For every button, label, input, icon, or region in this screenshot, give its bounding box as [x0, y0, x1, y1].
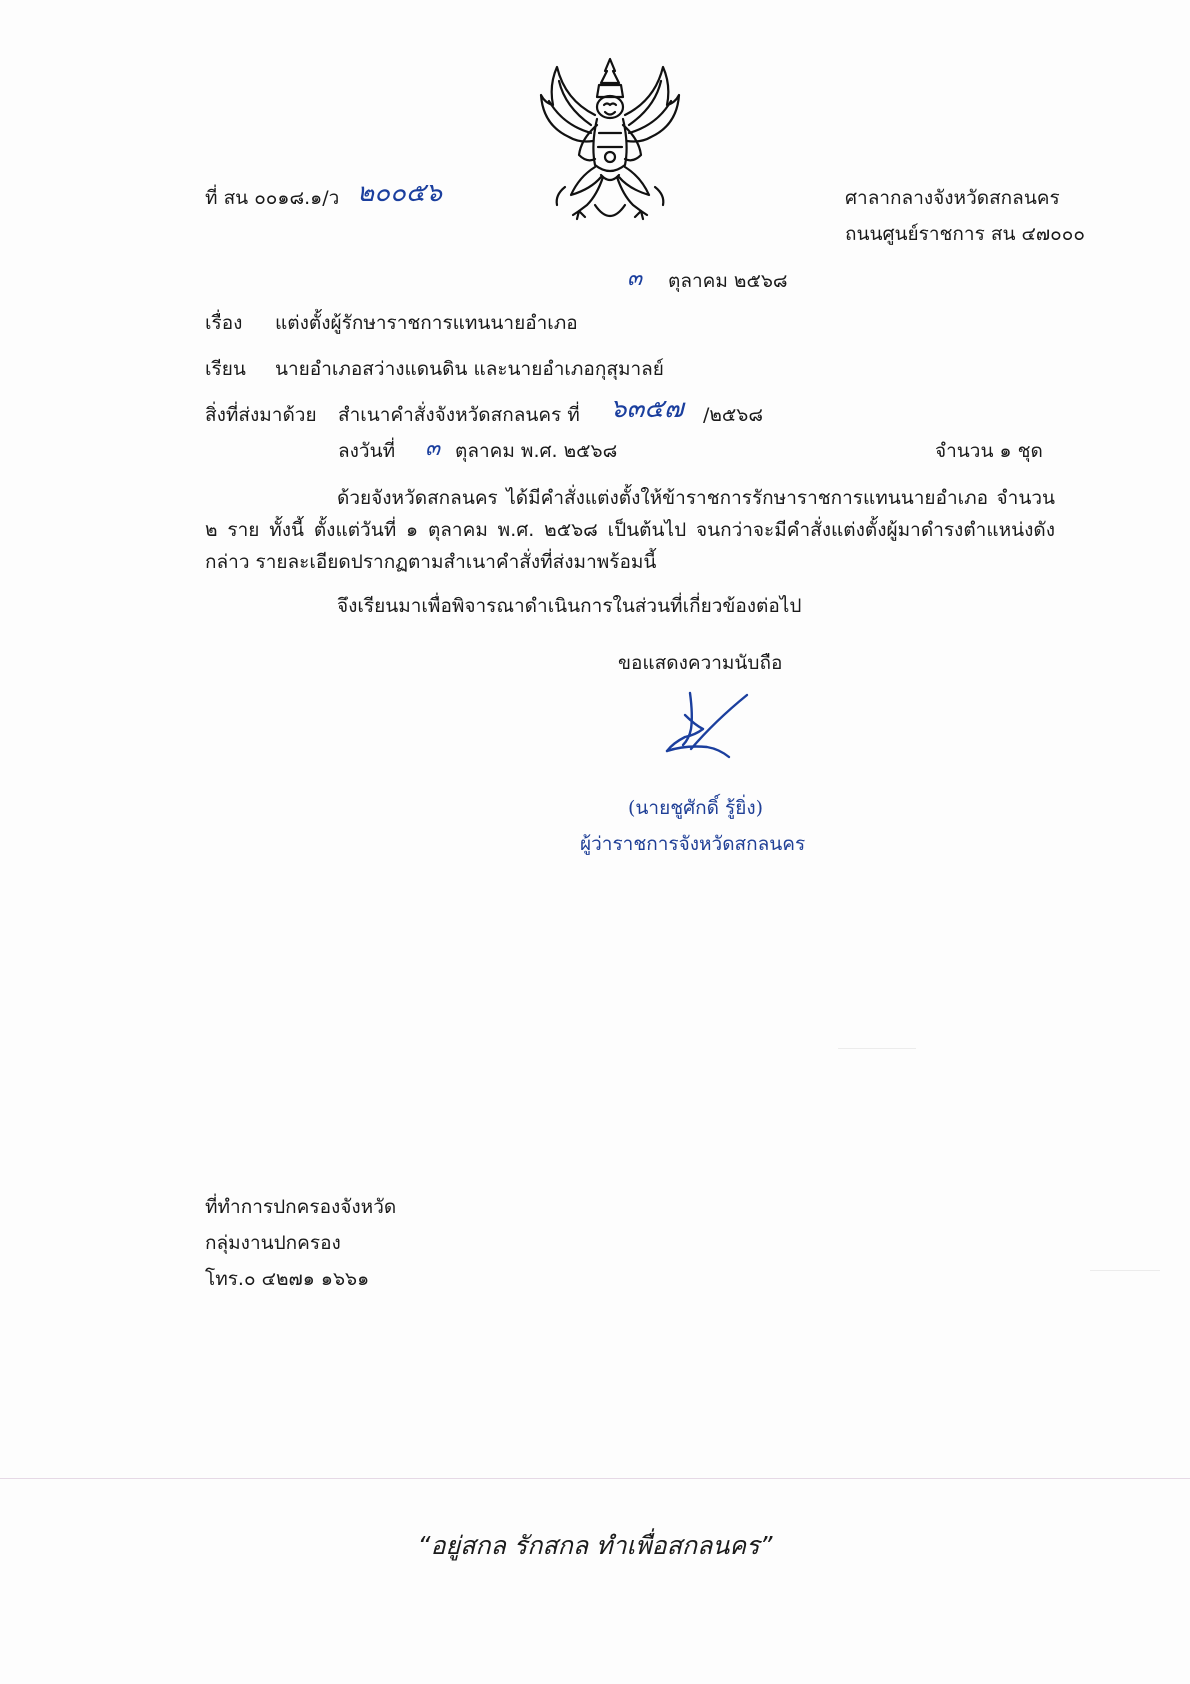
garuda-emblem-icon	[535, 55, 685, 230]
contact-division: กลุ่มงานปกครอง	[205, 1232, 341, 1254]
contact-department: ที่ทำการปกครองจังหวัด	[205, 1196, 397, 1218]
body-paragraph-main: ด้วยจังหวัดสกลนคร ได้มีคำสั่งแต่งตั้งให้ข้าราชการรักษาราชการแทนนายอำเภอ จำนวน ๒ ราย ทั้งนี้ ตั้งแต่วันที่ ๑ ตุลาคม พ.ศ. ๒๕๖๘ เป็นต้นไป จนกว่าจะมีคำสั่งแต่งตั้งผู้มาดำรงตำแหน่งดังกล่าว รายละเอียดปรากฏตามสำเนาคำสั่งที่ส่งมาพร้อมนี้	[205, 487, 1055, 573]
contact-phone: โทร.๐ ๔๒๗๑ ๑๖๖๑	[205, 1268, 370, 1290]
office-name: ศาลากลางจังหวัดสกลนคร	[845, 187, 1060, 209]
recipient-label: เรียน	[205, 358, 246, 380]
letter-date: ตุลาคม ๒๕๖๘	[668, 270, 788, 292]
signer-name: (นายชูศักดิ์ รู้ยิ่ง)	[628, 797, 764, 819]
scan-mark	[1090, 1270, 1160, 1271]
enclosure-order-year: /๒๕๖๘	[703, 404, 764, 426]
subject-text: แต่งตั้งผู้รักษาราชการแทนนายอำเภอ	[275, 312, 578, 334]
enclosure-quantity: จำนวน ๑ ชุด	[935, 440, 1043, 462]
closing-salutation: ขอแสดงความนับถือ	[618, 652, 783, 674]
enclosure-order-number-handwritten: ๖๓๕๗	[610, 394, 684, 424]
signer-title: ผู้ว่าราชการจังหวัดสกลนคร	[580, 833, 806, 855]
enclosure-dated-rest: ตุลาคม พ.ศ. ๒๕๖๘	[455, 440, 618, 462]
enclosure-dated-label: ลงวันที่	[338, 440, 396, 462]
body-paragraph-closing: จึงเรียนมาเพื่อพิจารณาดำเนินการในส่วนที่เกี่ยวข้องต่อไป	[337, 595, 802, 617]
office-address: ถนนศูนย์ราชการ สน ๔๗๐๐๐	[845, 223, 1085, 245]
enclosure-text: สำเนาคำสั่งจังหวัดสกลนคร ที่	[338, 404, 580, 426]
footer-divider	[0, 1478, 1190, 1479]
reference-number-prefix: ที่ สน ๐๐๑๘.๑/ว	[205, 187, 340, 209]
enclosure-label: สิ่งที่ส่งมาด้วย	[205, 404, 317, 426]
enclosure-dated-day-handwritten: ๓	[425, 436, 441, 461]
reference-number-handwritten: ๒๐๐๕๖	[357, 178, 443, 208]
footer-motto: “อยู่สกล รักสกล ทำเพื่อสกลนคร”	[417, 1531, 773, 1560]
letter-date-day-handwritten: ๓	[627, 266, 643, 291]
scan-mark	[838, 1048, 916, 1049]
subject-label: เรื่อง	[205, 312, 243, 334]
recipient-text: นายอำเภอสว่างแดนดิน และนายอำเภอกุสุมาลย์	[275, 358, 664, 380]
handwritten-signature	[655, 685, 755, 765]
